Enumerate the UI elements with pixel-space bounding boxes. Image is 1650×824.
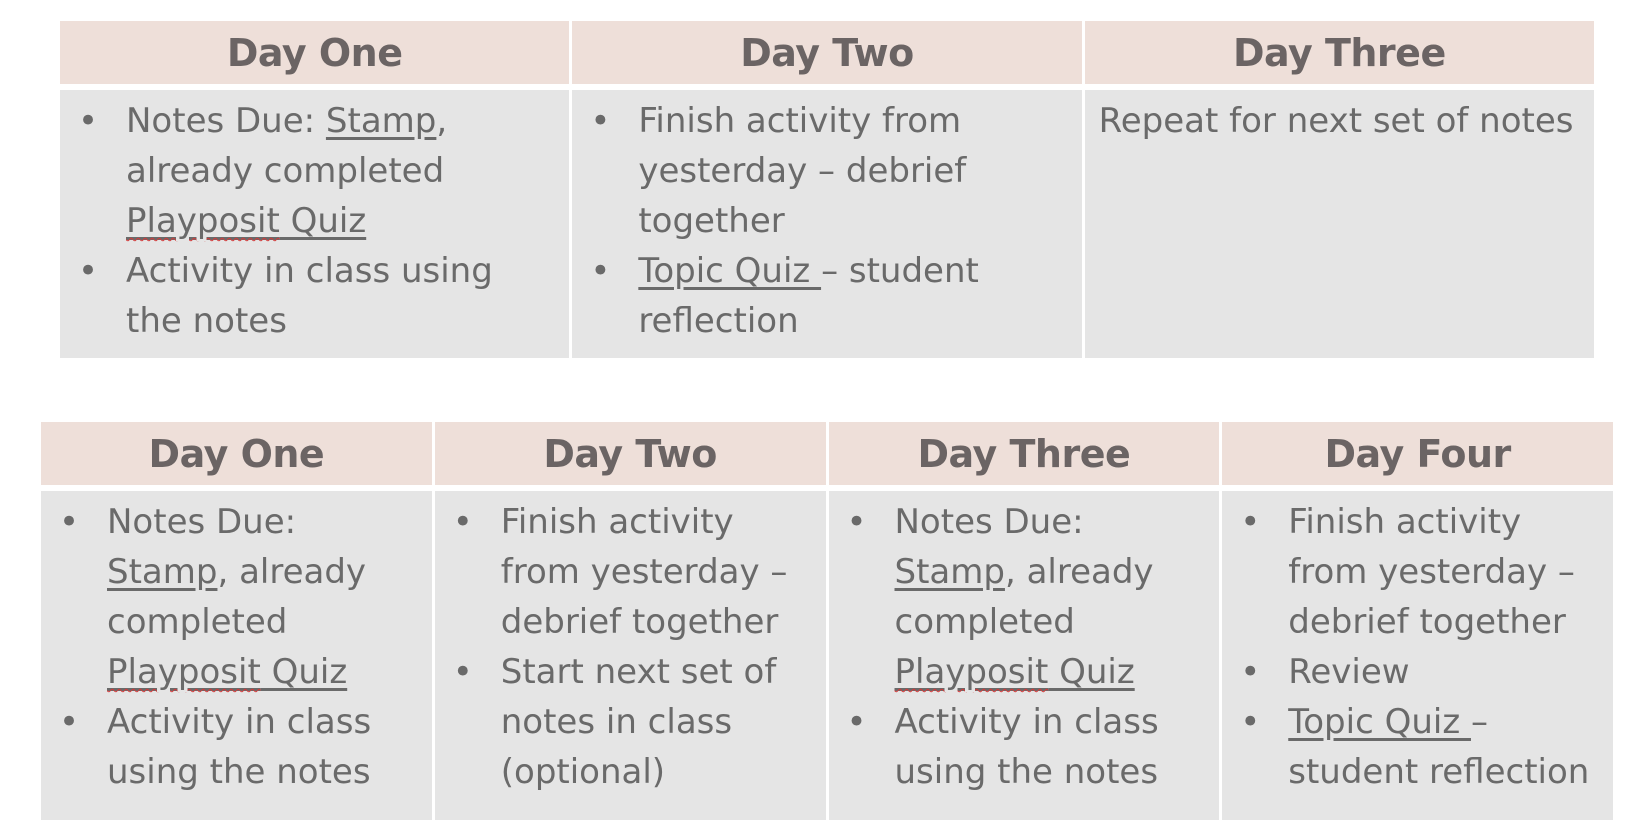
stamp-link: Stamp [894,552,1005,592]
cell-day-two [435,491,826,820]
cell-day-three [829,491,1220,820]
three-day-schedule-table [57,21,1597,358]
list-item: • Notes Due: Stamp, already completed Playposit Quiz [55,497,422,697]
stamp-link: Stamp [325,101,437,141]
list-item: • Start next set of notes in class (optional) [449,647,816,797]
playposit-link: Playposit [107,652,261,692]
list-item: • Topic Quiz – student reflection [586,246,1071,346]
cell-day-one [41,491,432,820]
header-day-one: Day One [41,422,432,485]
list-item: • Activity in class using the notes [843,697,1210,797]
list-item: • Notes Due: Stamp, already completed Playposit Quiz [74,96,559,246]
list-item: • Activity in class using the notes [74,246,559,346]
header-day-one: Day One [60,21,569,84]
header-day-two: Day Two [435,422,826,485]
cell-day-two [572,90,1081,358]
header-day-three: Day Three [1085,21,1594,84]
list-item: • Finish activity from yesterday – debrief together [449,497,816,647]
cell-day-three [1085,90,1594,358]
stamp-link: Stamp [107,552,218,592]
cell-day-four [1222,491,1613,820]
list-item: • Review [1236,647,1603,697]
list-item: • Finish activity from yesterday – debrief together [586,96,1071,246]
playposit-link: Playposit [126,201,280,241]
list-item: • Activity in class using the notes [55,697,422,797]
header-day-two: Day Two [572,21,1081,84]
topic-quiz-link: Topic Quiz [638,251,822,291]
cell-day-one [60,90,569,358]
list-item: • Notes Due: Stamp, already completed Playposit Quiz [843,497,1210,697]
topic-quiz-link: Topic Quiz [1288,702,1471,742]
header-day-three: Day Three [829,422,1220,485]
four-day-schedule-table [38,422,1616,820]
playposit-link: Playposit [894,652,1049,692]
list-item: • Finish activity from yesterday – debrief together [1236,497,1603,647]
list-item: • Topic Quiz – student reflection [1236,697,1603,797]
header-day-four: Day Four [1222,422,1613,485]
repeat-note: Repeat for next set of notes [1098,101,1574,141]
